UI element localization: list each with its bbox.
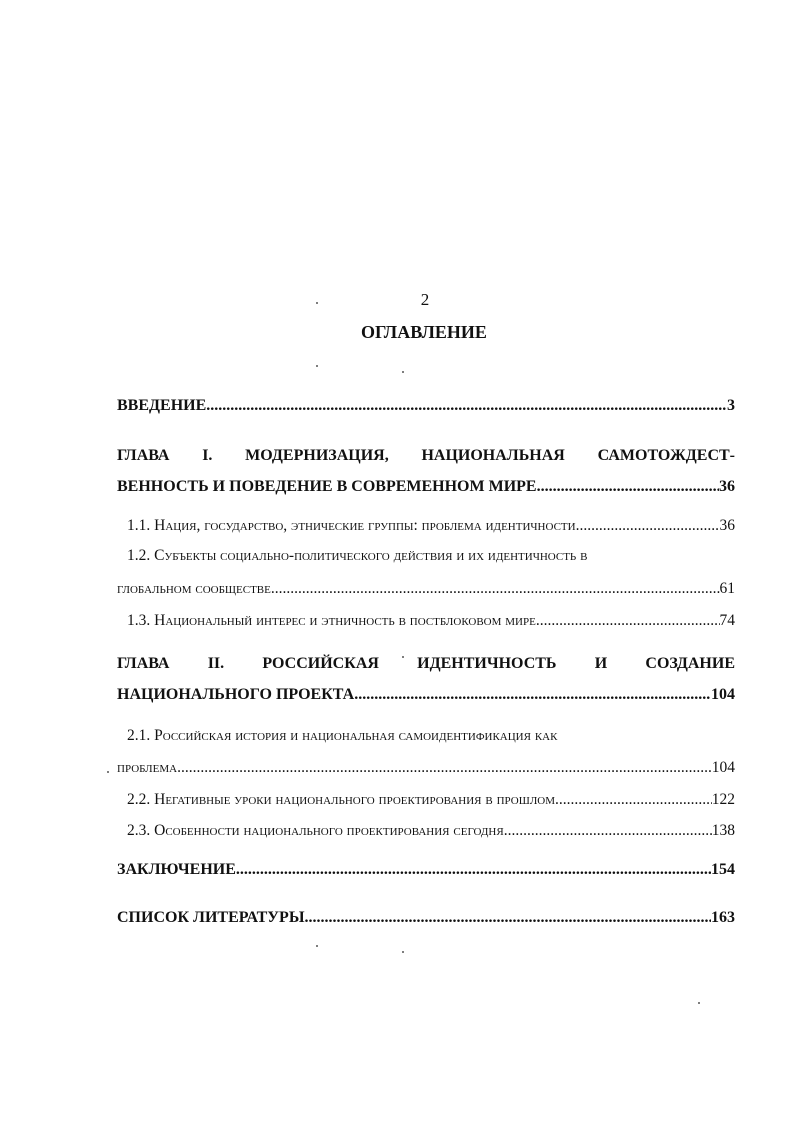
toc-label: ВВЕДЕНИЕ bbox=[117, 397, 207, 414]
word: НАЦИОНАЛЬНАЯ bbox=[421, 447, 565, 464]
toc-section-2-1-line1[interactable] bbox=[127, 727, 735, 745]
word: САМОТОЖДЕСТ- bbox=[597, 447, 735, 464]
scan-speck bbox=[698, 1002, 700, 1004]
toc-label: 2.1. Российская история и национальная самоидентификация как bbox=[127, 727, 558, 744]
toc-section-2-1[interactable] bbox=[117, 759, 735, 777]
dot-leader bbox=[177, 759, 712, 777]
toc-page: 163 bbox=[711, 909, 735, 926]
word: I. bbox=[202, 447, 213, 464]
toc-entry-intro[interactable] bbox=[117, 397, 735, 415]
word: ИДЕНТИЧНОСТЬ bbox=[417, 655, 557, 672]
toc-label: СПИСОК ЛИТЕРАТУРЫ bbox=[117, 909, 305, 926]
toc-chapter-1-heading[interactable] bbox=[117, 447, 735, 465]
toc-label: 1.2. Субъекты социально-политического действия и их идентичность в bbox=[127, 547, 588, 564]
toc-page: 154 bbox=[711, 861, 735, 878]
word: И bbox=[594, 655, 608, 672]
word: II. bbox=[207, 655, 225, 672]
toc-label: глобальном сообществе bbox=[117, 580, 271, 597]
scan-speck bbox=[402, 656, 404, 658]
toc-label: ВЕННОСТЬ И ПОВЕДЕНИЕ В СОВРЕМЕННОМ МИРЕ bbox=[117, 478, 537, 495]
scan-speck bbox=[316, 302, 318, 304]
toc-chapter-1[interactable] bbox=[117, 478, 735, 496]
dot-leader bbox=[537, 478, 719, 496]
word: СОЗДАНИЕ bbox=[645, 655, 735, 672]
toc-entry-conclusion[interactable] bbox=[117, 861, 735, 879]
word: ГЛАВА bbox=[117, 447, 170, 464]
scan-speck bbox=[402, 951, 404, 953]
dot-leader bbox=[536, 612, 720, 630]
toc-page: 36 bbox=[719, 478, 735, 495]
dot-leader bbox=[236, 861, 711, 879]
toc-section-1-3[interactable] bbox=[127, 612, 735, 630]
dot-leader bbox=[576, 517, 720, 535]
toc-page: 104 bbox=[711, 759, 735, 776]
toc-label: 1.1. Нация, государство, этнические группы: проблема идентичности bbox=[127, 517, 576, 534]
toc-section-1-2-line1[interactable] bbox=[127, 547, 735, 565]
toc-chapter-2[interactable] bbox=[117, 686, 735, 704]
toc-page: 3 bbox=[727, 397, 735, 414]
dot-leader bbox=[504, 822, 712, 840]
toc-label: 2.3. Особенности национального проектирования сегодня bbox=[127, 822, 504, 839]
toc-label: 2.2. Негативные уроки национального проектирования в прошлом bbox=[127, 791, 555, 808]
word: РОССИЙСКАЯ bbox=[262, 655, 379, 672]
toc-page: 74 bbox=[719, 612, 735, 629]
dot-leader bbox=[271, 580, 720, 598]
scan-speck bbox=[316, 365, 318, 367]
toc-section-1-1[interactable] bbox=[127, 517, 735, 535]
toc-section-2-3[interactable] bbox=[127, 822, 735, 840]
toc-chapter-2-heading[interactable] bbox=[117, 655, 735, 673]
toc-label: 1.3. Национальный интерес и этничность в постблоковом мире bbox=[127, 612, 536, 629]
dot-leader bbox=[555, 791, 712, 809]
scan-speck bbox=[107, 771, 109, 773]
toc-section-2-2[interactable] bbox=[127, 791, 735, 809]
toc-label: проблема bbox=[117, 759, 178, 776]
dot-leader bbox=[206, 397, 727, 415]
toc-page: 61 bbox=[719, 580, 735, 597]
dot-leader bbox=[305, 909, 711, 927]
toc-page: 104 bbox=[711, 686, 735, 703]
toc-label: ЗАКЛЮЧЕНИЕ bbox=[117, 861, 236, 878]
page-title: ОГЛАВЛЕНИЕ bbox=[361, 322, 487, 342]
toc-page: 122 bbox=[711, 791, 735, 808]
toc-page: 36 bbox=[719, 517, 735, 534]
scan-speck bbox=[402, 371, 404, 373]
toc-page: 138 bbox=[711, 822, 735, 839]
page-number: 2 bbox=[420, 290, 430, 309]
word: МОДЕРНИЗАЦИЯ, bbox=[245, 447, 389, 464]
word: ГЛАВА bbox=[117, 655, 170, 672]
toc-label: НАЦИОНАЛЬНОГО ПРОЕКТА bbox=[117, 686, 355, 703]
toc-entry-bibliography[interactable] bbox=[117, 909, 735, 927]
dot-leader bbox=[354, 686, 711, 704]
scan-speck bbox=[316, 945, 318, 947]
toc-section-1-2[interactable] bbox=[117, 580, 735, 598]
